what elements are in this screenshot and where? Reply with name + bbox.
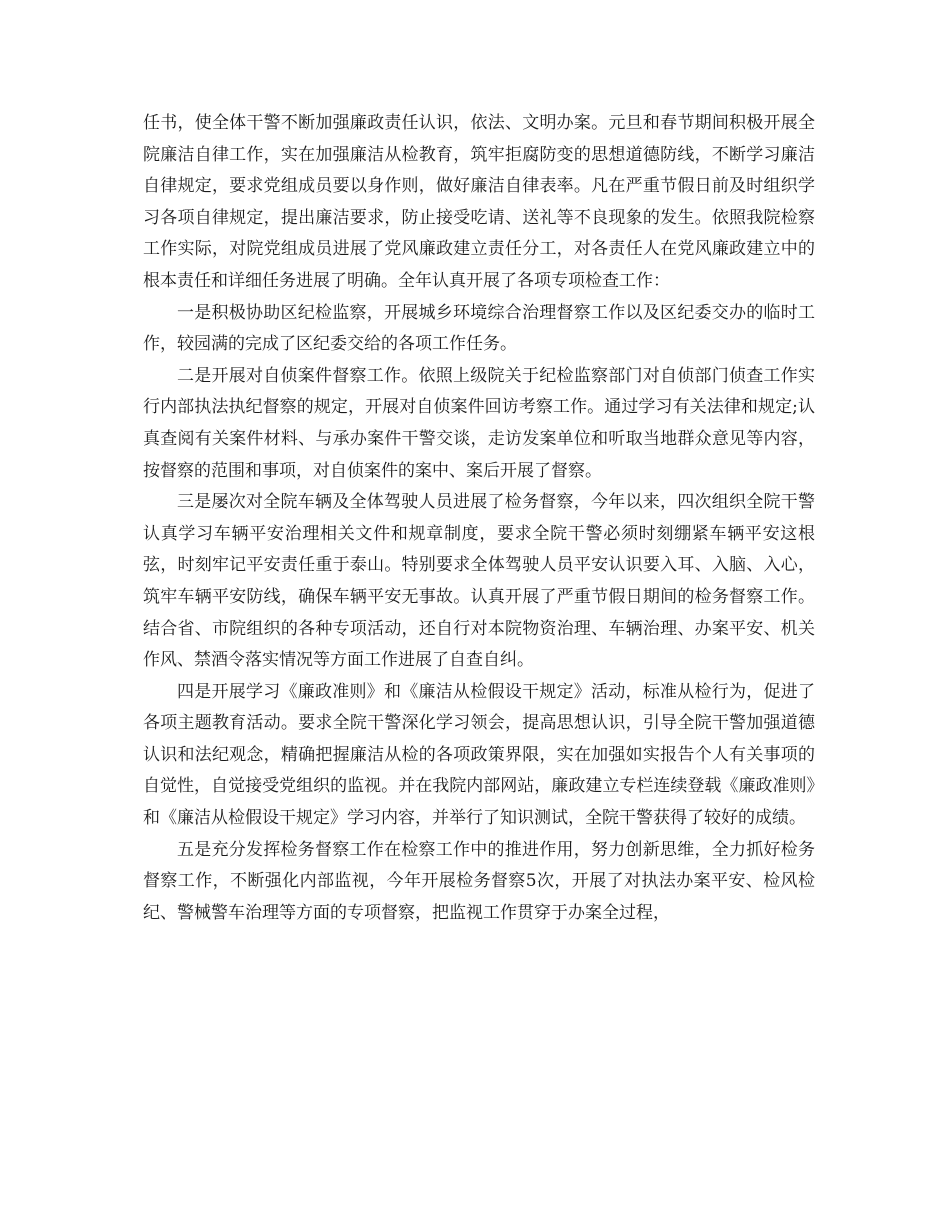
paragraph-item-five: 五是充分发挥检务督察工作在检察工作中的推进作用，努力创新思维，全力抓好检务督察工作，不断强化内部监视，今年开展检务督察5次，开展了对执法办案平安、检风检纪、警械警车治理等方面的专项督察，把监视工作贯穿于办案全过程， bbox=[143, 839, 815, 923]
paragraph-item-one: 一是积极协助区纪检监察，开展城乡环境综合治理督察工作以及区纪委交办的临时工作，较园满的完成了区纪委交给的各项工作任务。 bbox=[143, 302, 815, 355]
paragraph-item-four: 四是开展学习《廉政准则》和《廉洁从检假设干规定》活动，标准从检行为，促进了各项主题教育活动。要求全院干警深化学习领会，提高思想认识，引导全院干警加强道德认识和法纪观念，精确把握廉洁从检的各项政策界限，实在加强如实报告个人有关事项的自觉性，自觉接受党组织的监视。并在我院内部网站，廉政建立专栏连续登载《廉政准则》和《廉洁从检假设干规定》学习内容，并举行了知识测试，全院干警获得了较好的成绩。 bbox=[143, 681, 815, 829]
paragraph-item-three: 三是屡次对全院车辆及全体驾驶人员进展了检务督察，今年以来，四次组织全院干警认真学习车辆平安治理相关文件和规章制度，要求全院干警必须时刻绷紧车辆平安这根弦，时刻牢记平安责任重于泰山。特别要求全体驾驶人员平安认识要入耳、入脑、入心，筑牢车辆平安防线，确保车辆平安无事故。认真开展了严重节假日期间的检务督察工作。结合省、市院组织的各种专项活动，还自行对本院物资治理、车辆治理、办案平安、机关作风、禁酒令落实情况等方面工作进展了自查自纠。 bbox=[143, 492, 815, 671]
paragraph-item-two: 二是开展对自侦案件督察工作。依照上级院关于纪检监察部门对自侦部门侦查工作实行内部执法执纪督察的规定，开展对自侦案件回访考察工作。通过学习有关法律和规定;认真查阅有关案件材料、与承办案件干警交谈，走访发案单位和听取当地群众意见等内容，按督察的范围和事项，对自侦案件的案中、案后开展了督察。 bbox=[143, 365, 815, 481]
document-page bbox=[143, 108, 815, 929]
paragraph-continuation: 任书，使全体干警不断加强廉政责任认识，依法、文明办案。元旦和春节期间积极开展全院廉洁自律工作，实在加强廉洁从检教育，筑牢拒腐防变的思想道德防线，不断学习廉洁自律规定，要求党组成员要以身作则，做好廉洁自律表率。凡在严重节假日前及时组织学习各项自律规定，提出廉洁要求，防止接受吃请、送礼等不良现象的发生。依照我院检察工作实际，对院党组成员进展了党风廉政建立责任分工，对各责任人在党风廉政建立中的根本责任和详细任务进展了明确。全年认真开展了各项专项检查工作： bbox=[143, 113, 815, 291]
